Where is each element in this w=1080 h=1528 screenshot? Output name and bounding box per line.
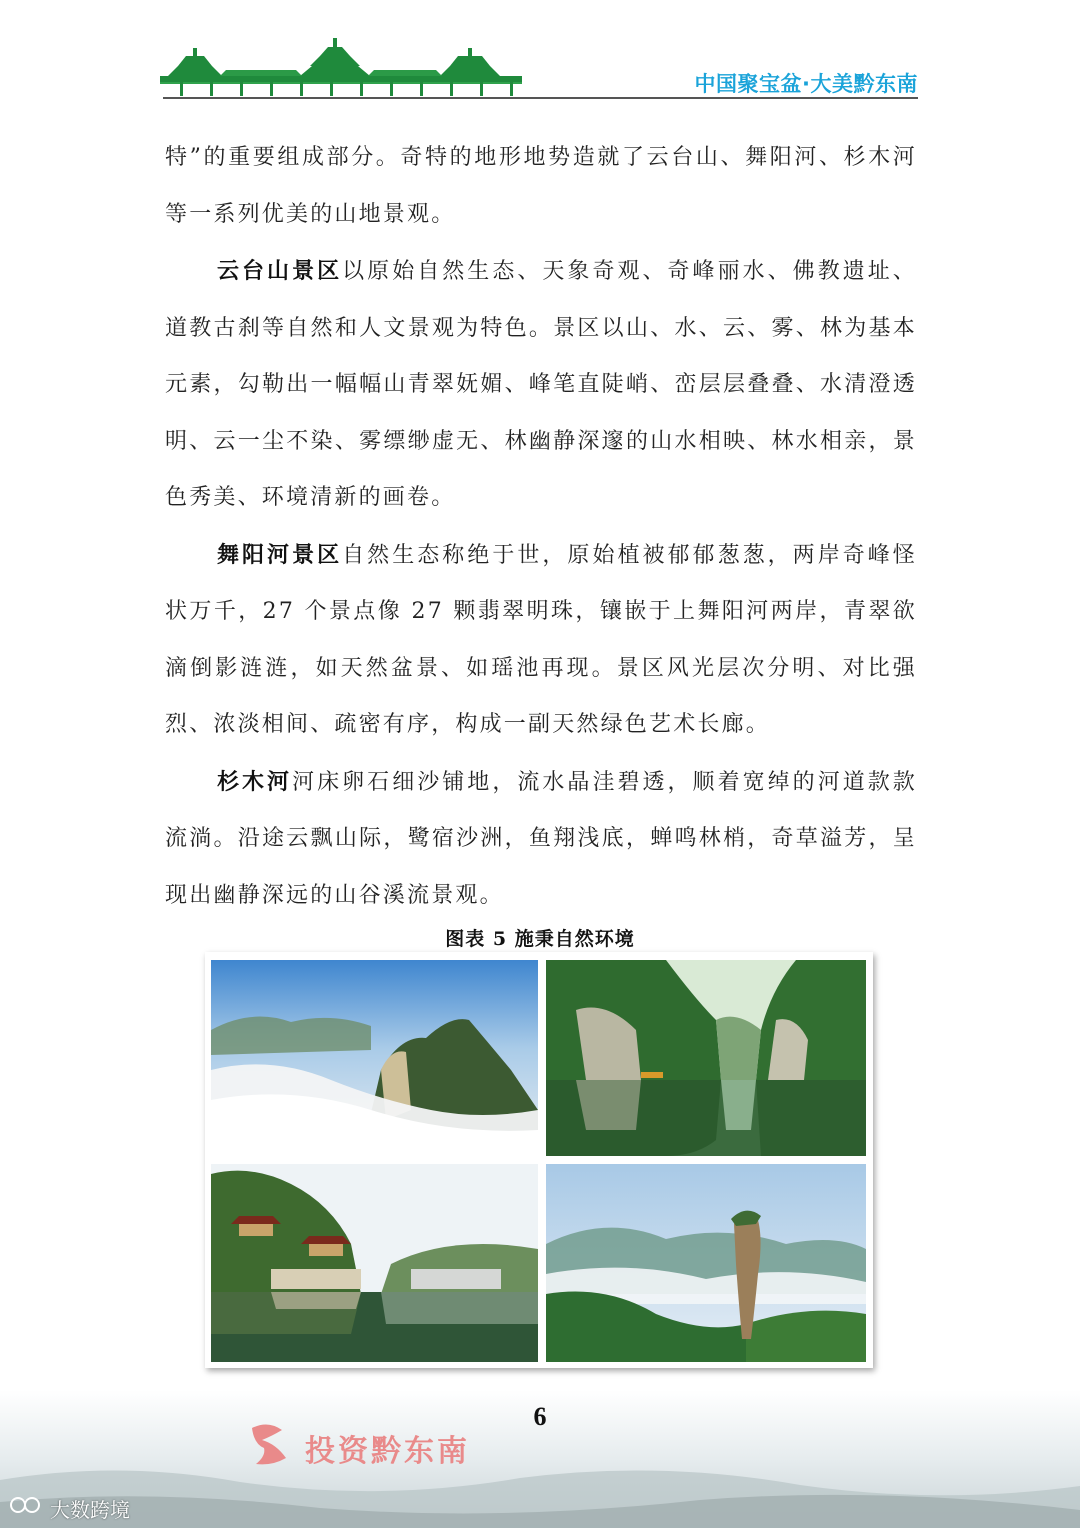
paragraph-lead: 舞阳河景区 [217, 541, 343, 568]
paragraph-lead: 杉木河 [217, 768, 293, 795]
body-text [165, 130, 917, 924]
paragraph-text: 河床卵石细沙铺地，流水晶洼碧透，顺着宽绰的河道款款流淌。沿途云飘山际，鹭宿沙洲，鱼翔浅底，蝉鸣林梢，奇草溢芳，呈现出幽静深远的山谷溪流景观。 [165, 769, 917, 908]
paragraph-text: 以原始自然生态、天象奇观、奇峰丽水、佛教遗址、道教古刹等自然和人文景观为特色。景区以山、水、云、雾、林为基本元素，勾勒出一幅幅山青翠妩媚、峰笔直陡峭、峦层层叠叠、水清澄透明、云一尘不染、雾缥缈虚无、林幽静深邃的山水相映、林水相亲，景色秀美、环境清新的画卷。 [165, 259, 917, 510]
photo-stone-pillar [546, 1164, 866, 1362]
photo-cloud-peak [211, 960, 538, 1156]
photo-collage [205, 952, 873, 1368]
watermark-logo-icon [8, 1493, 48, 1517]
page-number: 6 [533, 1402, 547, 1431]
photo-riverside-town [211, 1164, 538, 1362]
paragraph-lead: 云台山景区 [217, 258, 343, 284]
paragraph-text: 特”的重要组成部分。奇特的地形地势造就了云台山、舞阳河、杉木河等一系列优美的山地景观。 [165, 145, 917, 227]
paragraph-yuntaishan [165, 243, 917, 527]
photo-gorge-river [546, 960, 866, 1156]
footer-logo-text: 投资黔东南 [305, 1434, 470, 1469]
header-rule [163, 97, 918, 99]
header-pavilion-art [160, 38, 522, 100]
footer-logo-mark [242, 1418, 298, 1474]
header-title: 中国聚宝盆·大美黔东南 [694, 72, 918, 96]
paragraph-wuyanghe [165, 527, 917, 754]
paragraph-shanmuhe [165, 754, 917, 925]
paragraph-text: 自然生态称绝于世，原始植被郁郁葱葱，两岸奇峰怪状万千，27 个景点像 27 颗翡翠明珠，镶嵌于上舞阳河两岸，青翠欲滴倒影涟涟，如天然盆景、如瑶池再现。景区风光层次分明、对比强烈、浓淡相间、疏密有序，构成一副天然绿色艺术长廊。 [165, 542, 917, 737]
watermark-text: 大数跨境 [50, 1498, 130, 1522]
figure-caption: 图表 5 施秉自然环境 [445, 928, 635, 950]
paragraph-intro [165, 130, 917, 243]
